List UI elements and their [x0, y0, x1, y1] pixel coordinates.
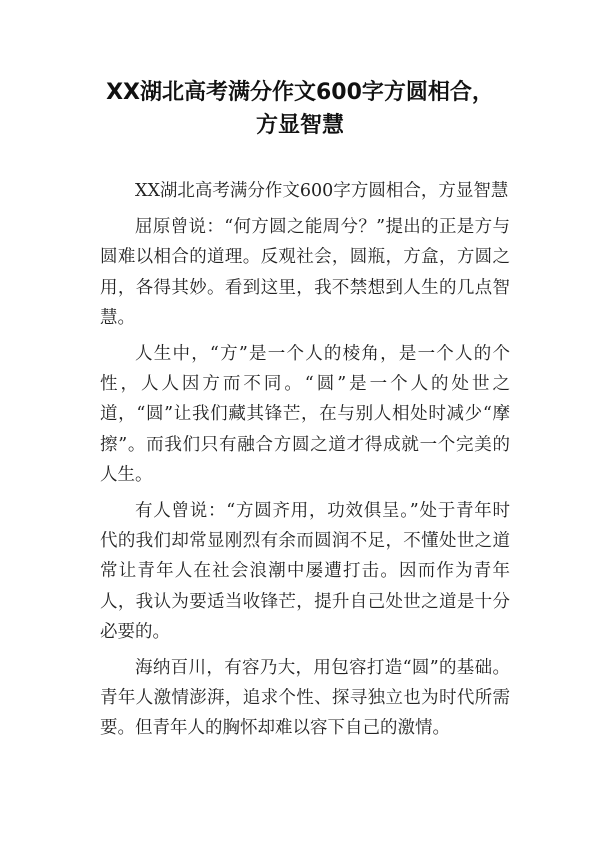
- paragraph: 海纳百川，有容乃大，用包容打造“圆”的基础。青年人激情澎湃，追求个性、探寻独立也为时代所需要。但青年人的胸怀却难以容下自己的激情。: [100, 658, 510, 739]
- paragraph: 屈原曾说：“何方圆之能周兮？”提出的正是方与圆难以相合的道理。反观社会，圆瓶，方盒，方圆之用，各得其妙。看到这里，我不禁想到人生的几点智慧。: [100, 217, 510, 328]
- paragraph: 有人曾说：“方圆齐用，功效俱呈。”处于青年时代的我们却常显刚烈有余而圆润不足，不懂处世之道常让青年人在社会浪潮中屡遭打击。因而作为青年人，我认为要适当收锋芒，提升自己处世之道是十分必要的。: [100, 501, 510, 642]
- paragraph-subtitle: XX湖北高考满分作文600字方圆相合，方显智慧: [135, 181, 509, 201]
- document-title: [60, 76, 540, 142]
- document-body: [100, 176, 510, 744]
- title-line-2: 方显智慧: [255, 113, 344, 138]
- title-line-1: XX湖北高考满分作文600字方圆相合，: [106, 80, 494, 105]
- paragraph: 人生中，“方”是一个人的棱角，是一个人的个性，人人因方而不同。“圆”是一个人的处世之道，“圆”让我们藏其锋芒，在与别人相处时减少“摩擦”。而我们只有融合方圆之道才得成就一个完美的人生。: [100, 344, 510, 485]
